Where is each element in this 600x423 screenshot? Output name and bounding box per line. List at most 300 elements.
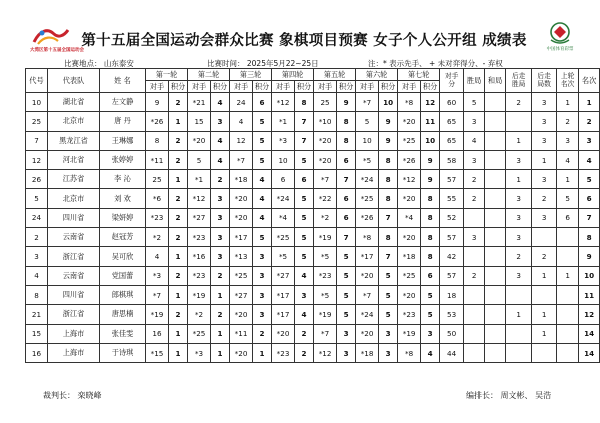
later-move-games: 3: [532, 112, 557, 131]
round-3-score: 6: [253, 93, 272, 112]
round-3-score-header: 积分: [253, 81, 272, 93]
opponent-score-total: 52: [440, 208, 464, 227]
round-4-opponent: *20: [272, 324, 295, 343]
logo-caption: 大湾区第十五届全国运动会: [30, 48, 84, 53]
round-7-opponent: *20: [398, 285, 421, 304]
later-move-games: 3: [532, 170, 557, 189]
draws-count: [485, 208, 506, 227]
table-row: [26, 305, 600, 324]
opponent-score-total: 65: [440, 112, 464, 131]
player-team: 浙江省: [48, 305, 100, 324]
col-header-code: 代号: [26, 69, 48, 93]
round-7-score: 11: [421, 112, 440, 131]
round-7-opponent: *18: [398, 247, 421, 266]
player-team: 北京市: [48, 112, 100, 131]
round-2-opponent: *2: [188, 305, 211, 324]
round-7-score: 4: [421, 343, 440, 362]
player-code: 3: [26, 247, 48, 266]
round-1-score: 2: [169, 131, 188, 150]
player-team: 北京市: [48, 189, 100, 208]
round-3-opponent: 4: [230, 112, 253, 131]
round-7-opponent: *8: [398, 343, 421, 362]
round-3-opponent: *13: [230, 247, 253, 266]
round-4-score: 5: [295, 189, 314, 208]
player-team: 浙江省: [48, 247, 100, 266]
round-1-opponent: *19: [146, 305, 169, 324]
round-6-score: 8: [379, 189, 398, 208]
later-move-wins: 1: [506, 305, 532, 324]
round-7-opponent: *25: [398, 266, 421, 285]
later-move-wins: [506, 285, 532, 304]
round-6-score: 3: [379, 324, 398, 343]
later-move-games: 2: [532, 189, 557, 208]
player-name: 张佳雯: [100, 324, 146, 343]
player-name: 李 沁: [100, 170, 146, 189]
round-1-opponent: *2: [146, 228, 169, 247]
previous-rank: 6: [557, 208, 579, 227]
round-5-score-header: 积分: [337, 81, 356, 93]
player-code: 25: [26, 112, 48, 131]
player-name: 唐 丹: [100, 112, 146, 131]
round-5-score: 8: [337, 112, 356, 131]
round-1-score: 2: [169, 305, 188, 324]
round-7-score: 5: [421, 285, 440, 304]
final-rank: 6: [579, 189, 600, 208]
round-3-opponent: *20: [230, 343, 253, 362]
col-header-round-2: 第二轮: [188, 69, 230, 81]
round-7-score: 8: [421, 247, 440, 266]
draws-count: [485, 228, 506, 247]
round-6-score: 5: [379, 285, 398, 304]
draws-count: [485, 150, 506, 169]
player-name: 吴可欣: [100, 247, 146, 266]
round-1-opponent: 8: [146, 131, 169, 150]
player-code: 5: [26, 189, 48, 208]
round-6-score: 10: [379, 93, 398, 112]
round-7-score: 10: [421, 131, 440, 150]
wins-count: 2: [464, 266, 485, 285]
round-4-score: 5: [295, 208, 314, 227]
round-1-opponent: 16: [146, 324, 169, 343]
round-3-opponent: 12: [230, 131, 253, 150]
later-move-games: 2: [532, 247, 557, 266]
final-rank: 4: [579, 150, 600, 169]
round-6-score: 5: [379, 266, 398, 285]
round-4-score-header: 积分: [295, 81, 314, 93]
later-move-wins: 1: [506, 170, 532, 189]
round-3-opponent: *27: [230, 285, 253, 304]
round-2-score: 2: [211, 305, 230, 324]
round-5-score: 3: [337, 343, 356, 362]
player-name: 王琳娜: [100, 131, 146, 150]
table-row: [26, 170, 600, 189]
round-5-opponent: *7: [314, 170, 337, 189]
round-7-score: 8: [421, 228, 440, 247]
later-move-wins: 3: [506, 208, 532, 227]
table-row: [26, 131, 600, 150]
round-2-opponent: *27: [188, 208, 211, 227]
player-name: 张婷婷: [100, 150, 146, 169]
round-6-score: 9: [379, 112, 398, 131]
table-row: [26, 343, 600, 362]
round-6-opp-header: 对手: [356, 81, 379, 93]
wins-count: [464, 247, 485, 266]
wins-count: [464, 208, 485, 227]
round-1-opponent: *26: [146, 112, 169, 131]
round-5-opponent: *2: [314, 208, 337, 227]
header: [0, 0, 600, 62]
round-4-opponent: *17: [272, 305, 295, 324]
round-4-opp-header: 对手: [272, 81, 295, 93]
opponent-score-total: 60: [440, 93, 464, 112]
round-4-score: 7: [295, 131, 314, 150]
col-header-draws: 和局: [485, 69, 506, 93]
round-4-opponent: *4: [272, 208, 295, 227]
col-header-round-5: 第五轮: [314, 69, 356, 81]
round-5-opponent: *5: [314, 285, 337, 304]
round-2-opponent: *20: [188, 131, 211, 150]
round-4-score: 4: [295, 266, 314, 285]
player-code: 16: [26, 343, 48, 362]
round-7-score-header: 积分: [421, 81, 440, 93]
round-4-opponent: *12: [272, 93, 295, 112]
player-team: 湖北省: [48, 93, 100, 112]
player-code: 12: [26, 150, 48, 169]
player-team: 云南省: [48, 228, 100, 247]
table-row: [26, 93, 600, 112]
round-1-opponent: *7: [146, 285, 169, 304]
opponent-score-total: 42: [440, 247, 464, 266]
round-3-score: 3: [253, 305, 272, 324]
round-1-opponent: *11: [146, 150, 169, 169]
wins-count: [464, 343, 485, 362]
games-logo: [30, 26, 84, 53]
opponent-score-total: 18: [440, 285, 464, 304]
lottery-emblem-icon: [535, 20, 585, 46]
round-6-opponent: *20: [356, 266, 379, 285]
round-1-opponent: *23: [146, 208, 169, 227]
round-1-opponent: 4: [146, 247, 169, 266]
round-3-score: 3: [253, 266, 272, 285]
player-team: 云南省: [48, 266, 100, 285]
round-2-score: 2: [211, 266, 230, 285]
later-move-games: [532, 343, 557, 362]
round-7-opponent: *23: [398, 305, 421, 324]
later-move-wins: 3: [506, 150, 532, 169]
round-2-opponent: 5: [188, 150, 211, 169]
round-6-score: 8: [379, 228, 398, 247]
round-1-score: 1: [169, 324, 188, 343]
player-code: 24: [26, 208, 48, 227]
previous-rank: 5: [557, 189, 579, 208]
round-1-opponent: *3: [146, 266, 169, 285]
final-rank: 9: [579, 247, 600, 266]
player-code: 15: [26, 324, 48, 343]
round-6-opponent: *17: [356, 247, 379, 266]
round-6-opponent: 10: [356, 131, 379, 150]
round-7-score: 5: [421, 305, 440, 324]
opponent-score-total: 44: [440, 343, 464, 362]
col-header-prev-rank: 上轮 名次: [557, 69, 579, 93]
later-move-games: 3: [532, 208, 557, 227]
round-5-opponent: *23: [314, 266, 337, 285]
draws-count: [485, 189, 506, 208]
final-rank: 11: [579, 285, 600, 304]
player-team: 江苏省: [48, 170, 100, 189]
round-6-score: 5: [379, 305, 398, 324]
round-2-score: 1: [211, 343, 230, 362]
round-5-score: 5: [337, 247, 356, 266]
round-4-score: 7: [295, 112, 314, 131]
col-header-rank: 名次: [579, 69, 600, 93]
round-1-opponent: 9: [146, 93, 169, 112]
round-7-opponent: *8: [398, 93, 421, 112]
page-title: 第十五届全国运动会群众比赛 象棋项目预赛 女子个人公开组 成绩表: [81, 33, 527, 49]
round-6-score: 9: [379, 131, 398, 150]
round-7-opponent: *12: [398, 170, 421, 189]
later-move-games: 3: [532, 93, 557, 112]
round-4-opponent: *27: [272, 266, 295, 285]
opponent-score-total: 57: [440, 266, 464, 285]
round-2-opp-header: 对手: [188, 81, 211, 93]
round-7-opponent: *26: [398, 150, 421, 169]
round-6-opponent: *24: [356, 170, 379, 189]
table-row: [26, 189, 600, 208]
round-1-score: 2: [169, 208, 188, 227]
round-1-score-header: 积分: [169, 81, 188, 93]
wins-count: 2: [464, 170, 485, 189]
later-move-games: 1: [532, 266, 557, 285]
round-7-score: 8: [421, 189, 440, 208]
round-3-score: 4: [253, 170, 272, 189]
venue-info: 比赛地点： 山东泰安: [64, 59, 134, 68]
round-6-opponent: *26: [356, 208, 379, 227]
round-5-score: 6: [337, 208, 356, 227]
player-name: 赵冠芳: [100, 228, 146, 247]
round-1-opponent: 25: [146, 170, 169, 189]
table-row: [26, 150, 600, 169]
round-3-score: 1: [253, 343, 272, 362]
draws-count: [485, 324, 506, 343]
later-move-wins: 3: [506, 266, 532, 285]
round-7-score: 3: [421, 324, 440, 343]
round-7-opponent: *20: [398, 189, 421, 208]
round-7-score: 6: [421, 266, 440, 285]
round-5-score: 8: [337, 131, 356, 150]
round-2-opponent: *21: [188, 93, 211, 112]
round-3-opponent: *25: [230, 266, 253, 285]
round-6-opponent: *5: [356, 150, 379, 169]
wins-count: 3: [464, 228, 485, 247]
player-name: 于诗琪: [100, 343, 146, 362]
round-6-score: 3: [379, 343, 398, 362]
round-5-opponent: *22: [314, 189, 337, 208]
player-name: 郎棋琪: [100, 285, 146, 304]
round-2-score: 1: [211, 285, 230, 304]
round-1-score: 1: [169, 170, 188, 189]
round-2-opponent: *3: [188, 343, 211, 362]
final-rank: 3: [579, 131, 600, 150]
final-rank: 14: [579, 324, 600, 343]
round-5-opponent: *10: [314, 112, 337, 131]
table-row: [26, 112, 600, 131]
round-2-opponent: *23: [188, 266, 211, 285]
wins-count: [464, 324, 485, 343]
round-4-score: 3: [295, 285, 314, 304]
later-move-games: 1: [532, 150, 557, 169]
round-4-score: 8: [295, 93, 314, 112]
opponent-score-total: 53: [440, 305, 464, 324]
col-header-round-6: 第六轮: [356, 69, 398, 81]
round-3-score: 5: [253, 131, 272, 150]
round-5-opponent: *19: [314, 305, 337, 324]
round-7-score: 9: [421, 150, 440, 169]
round-2-opponent: *23: [188, 228, 211, 247]
col-header-wins: 胜局: [464, 69, 485, 93]
round-2-opponent: *12: [188, 189, 211, 208]
table-row: [26, 285, 600, 304]
previous-rank: [557, 247, 579, 266]
draws-count: [485, 131, 506, 150]
round-6-score: 7: [379, 208, 398, 227]
round-2-score: 3: [211, 247, 230, 266]
round-4-opponent: *5: [272, 247, 295, 266]
round-1-score: 1: [169, 247, 188, 266]
round-6-opponent: *24: [356, 305, 379, 324]
round-3-opponent: *18: [230, 170, 253, 189]
round-7-score: 9: [421, 170, 440, 189]
round-7-opponent: *20: [398, 112, 421, 131]
col-header-name: 姓 名: [100, 69, 146, 93]
round-4-opponent: *1: [272, 112, 295, 131]
round-3-opponent: *17: [230, 228, 253, 247]
round-1-opponent: *15: [146, 343, 169, 362]
wins-count: [464, 285, 485, 304]
player-code: 10: [26, 93, 48, 112]
later-move-wins: 2: [506, 93, 532, 112]
round-5-opponent: *19: [314, 228, 337, 247]
player-code: 26: [26, 170, 48, 189]
previous-rank: 4: [557, 150, 579, 169]
round-4-opponent: *25: [272, 228, 295, 247]
round-5-opponent: *20: [314, 131, 337, 150]
final-rank: 14: [579, 343, 600, 362]
round-5-score: 6: [337, 150, 356, 169]
results-body: [26, 93, 600, 363]
round-1-opponent: *6: [146, 189, 169, 208]
previous-rank: 1: [557, 93, 579, 112]
opponent-score-total: 50: [440, 324, 464, 343]
previous-rank: 2: [557, 112, 579, 131]
logo-caption: 中国体育彩票: [546, 47, 574, 52]
opponent-score-total: 57: [440, 228, 464, 247]
previous-rank: [557, 343, 579, 362]
round-2-score: 4: [211, 93, 230, 112]
col-header-team: 代表队: [48, 69, 100, 93]
round-7-opponent: *19: [398, 324, 421, 343]
later-move-games: [532, 228, 557, 247]
round-3-score: 2: [253, 324, 272, 343]
player-name: 党国蕾: [100, 266, 146, 285]
col-header-round-1: 第一轮: [146, 69, 188, 81]
round-4-score: 2: [295, 343, 314, 362]
round-7-score: 12: [421, 93, 440, 112]
round-1-score: 1: [169, 343, 188, 362]
round-5-opponent: 25: [314, 93, 337, 112]
wins-count: [464, 305, 485, 324]
round-4-score: 5: [295, 228, 314, 247]
round-2-opponent: *1: [188, 170, 211, 189]
round-7-score: 8: [421, 208, 440, 227]
round-2-score: 3: [211, 208, 230, 227]
round-6-opponent: *8: [356, 228, 379, 247]
round-5-score: 3: [337, 324, 356, 343]
round-3-score: 3: [253, 285, 272, 304]
round-2-opponent: *25: [188, 324, 211, 343]
round-1-score: 1: [169, 112, 188, 131]
round-2-score-header: 积分: [211, 81, 230, 93]
table-row: [26, 208, 600, 227]
round-4-opponent: *23: [272, 343, 295, 362]
player-name: 左文静: [100, 93, 146, 112]
table-row: [26, 266, 600, 285]
round-5-opponent: *12: [314, 343, 337, 362]
player-team: 上海市: [48, 324, 100, 343]
player-code: 21: [26, 305, 48, 324]
player-team: 黑龙江省: [48, 131, 100, 150]
opponent-score-total: 57: [440, 170, 464, 189]
previous-rank: 3: [557, 131, 579, 150]
round-4-opponent: *3: [272, 131, 295, 150]
round-6-opponent: *7: [356, 285, 379, 304]
final-rank: 7: [579, 208, 600, 227]
round-3-score: 4: [253, 208, 272, 227]
player-name: 唐思楠: [100, 305, 146, 324]
player-team: 河北省: [48, 150, 100, 169]
later-move-wins: [506, 324, 532, 343]
round-5-opponent: *20: [314, 150, 337, 169]
later-move-wins: 3: [506, 189, 532, 208]
later-move-wins: 3: [506, 228, 532, 247]
later-move-games: 1: [532, 305, 557, 324]
player-name: 刘 欢: [100, 189, 146, 208]
draws-count: [485, 247, 506, 266]
round-5-score: 9: [337, 93, 356, 112]
round-2-score: 4: [211, 131, 230, 150]
round-2-score: 4: [211, 150, 230, 169]
round-2-score: 3: [211, 112, 230, 131]
round-1-score: 2: [169, 266, 188, 285]
round-6-score: 8: [379, 170, 398, 189]
col-header-round-3: 第三轮: [230, 69, 272, 81]
round-2-opponent: *16: [188, 247, 211, 266]
later-move-wins: 2: [506, 247, 532, 266]
round-3-opponent: *20: [230, 305, 253, 324]
draws-count: [485, 93, 506, 112]
round-6-opponent: *7: [356, 93, 379, 112]
round-1-opp-header: 对手: [146, 81, 169, 93]
final-rank: 2: [579, 112, 600, 131]
round-7-opponent: *25: [398, 131, 421, 150]
round-3-score: 3: [253, 247, 272, 266]
round-5-opponent: *5: [314, 247, 337, 266]
round-2-score: 2: [211, 170, 230, 189]
round-7-opponent: *4: [398, 208, 421, 227]
round-6-opponent: *25: [356, 189, 379, 208]
later-move-games: 1: [532, 324, 557, 343]
chief-referee: 裁判长： 栾晓峰: [43, 391, 102, 400]
round-1-score: 2: [169, 228, 188, 247]
